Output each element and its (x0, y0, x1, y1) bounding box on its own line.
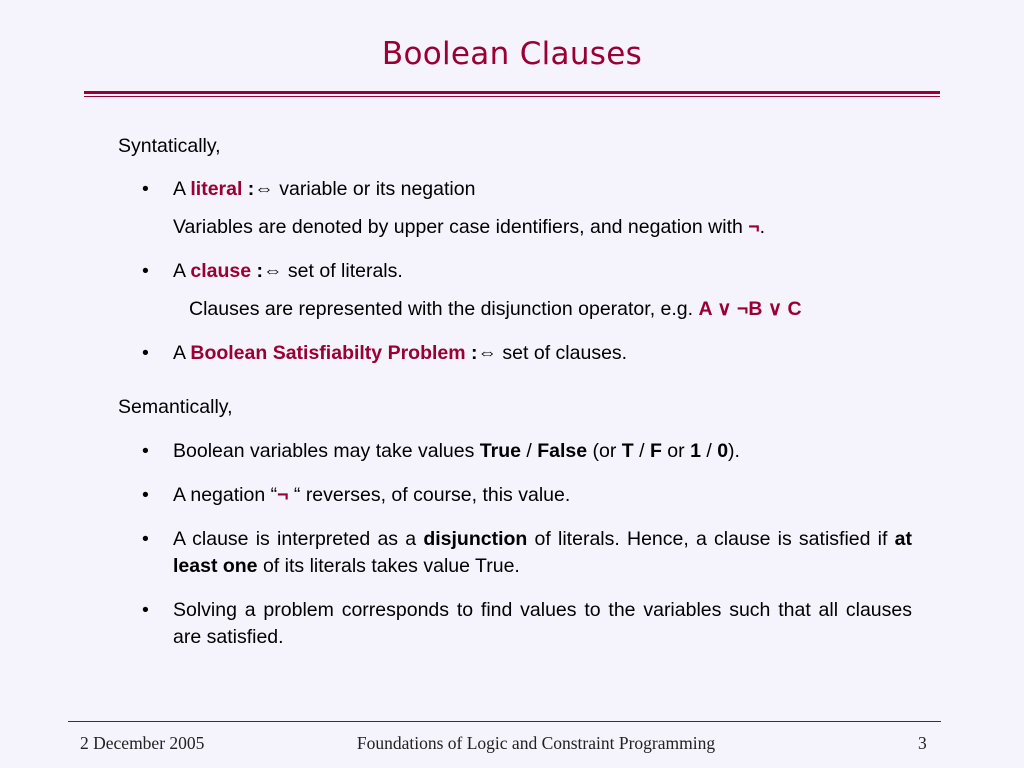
bullet-literal-text: A literal :⇔ variable or its negation (173, 178, 476, 200)
term-literal: literal (190, 178, 243, 200)
bullet-negation-text: A negation “¬ “ reverses, of course, this value. (173, 484, 571, 506)
footer-course: Foundations of Logic and Constraint Programming (356, 733, 716, 753)
bullet-disjunction-text: A clause is interpreted as a disjunction of literals. Hence, a clause is satisfied if at least one of its literals takes value True. (173, 528, 912, 577)
bullet-marker: • (142, 260, 149, 282)
clause-subline: Clauses are represented with the disjunction operator, e.g. A ∨ ¬B ∨ C (189, 298, 802, 320)
semantic-heading: Semantically, (118, 396, 233, 418)
bullet-marker: • (142, 484, 149, 506)
bullet-clause-text: A clause :⇔ set of literals. (173, 260, 403, 282)
term-clause: clause (190, 260, 252, 282)
literal-subline: Variables are denoted by upper case identifiers, and negation with ¬. (173, 216, 766, 238)
footer-page-number: 3 (918, 733, 927, 753)
bullet-solving-text: Solving a problem corresponds to find values to the variables such that all clauses are satisfied. (173, 599, 912, 648)
title-divider-thin (84, 96, 940, 97)
title-divider (84, 91, 940, 97)
footer-date: 2 December 2005 (80, 733, 205, 753)
bullet-marker: • (142, 440, 149, 462)
bullet-marker: • (142, 599, 149, 621)
bullet-values-text: Boolean variables may take values True / False (or T / F or 1 / 0). (173, 440, 740, 462)
title-divider-thick (84, 91, 940, 94)
slide-title: Boolean Clauses (381, 36, 643, 72)
negation-symbol: ¬ (748, 216, 760, 238)
bullet-sat-text: A Boolean Satisfiabilty Problem :⇔ set of clauses. (173, 342, 628, 364)
term-sat-problem: Boolean Satisfiabilty Problem (190, 342, 466, 364)
bullet-marker: • (142, 342, 149, 364)
clause-example: A ∨ ¬B ∨ C (698, 298, 802, 320)
footer-divider (68, 721, 941, 722)
bullet-marker: • (142, 178, 149, 200)
syntax-heading: Syntatically, (118, 135, 221, 157)
bullet-marker: • (142, 528, 149, 550)
negation-symbol: ¬ (277, 484, 289, 506)
